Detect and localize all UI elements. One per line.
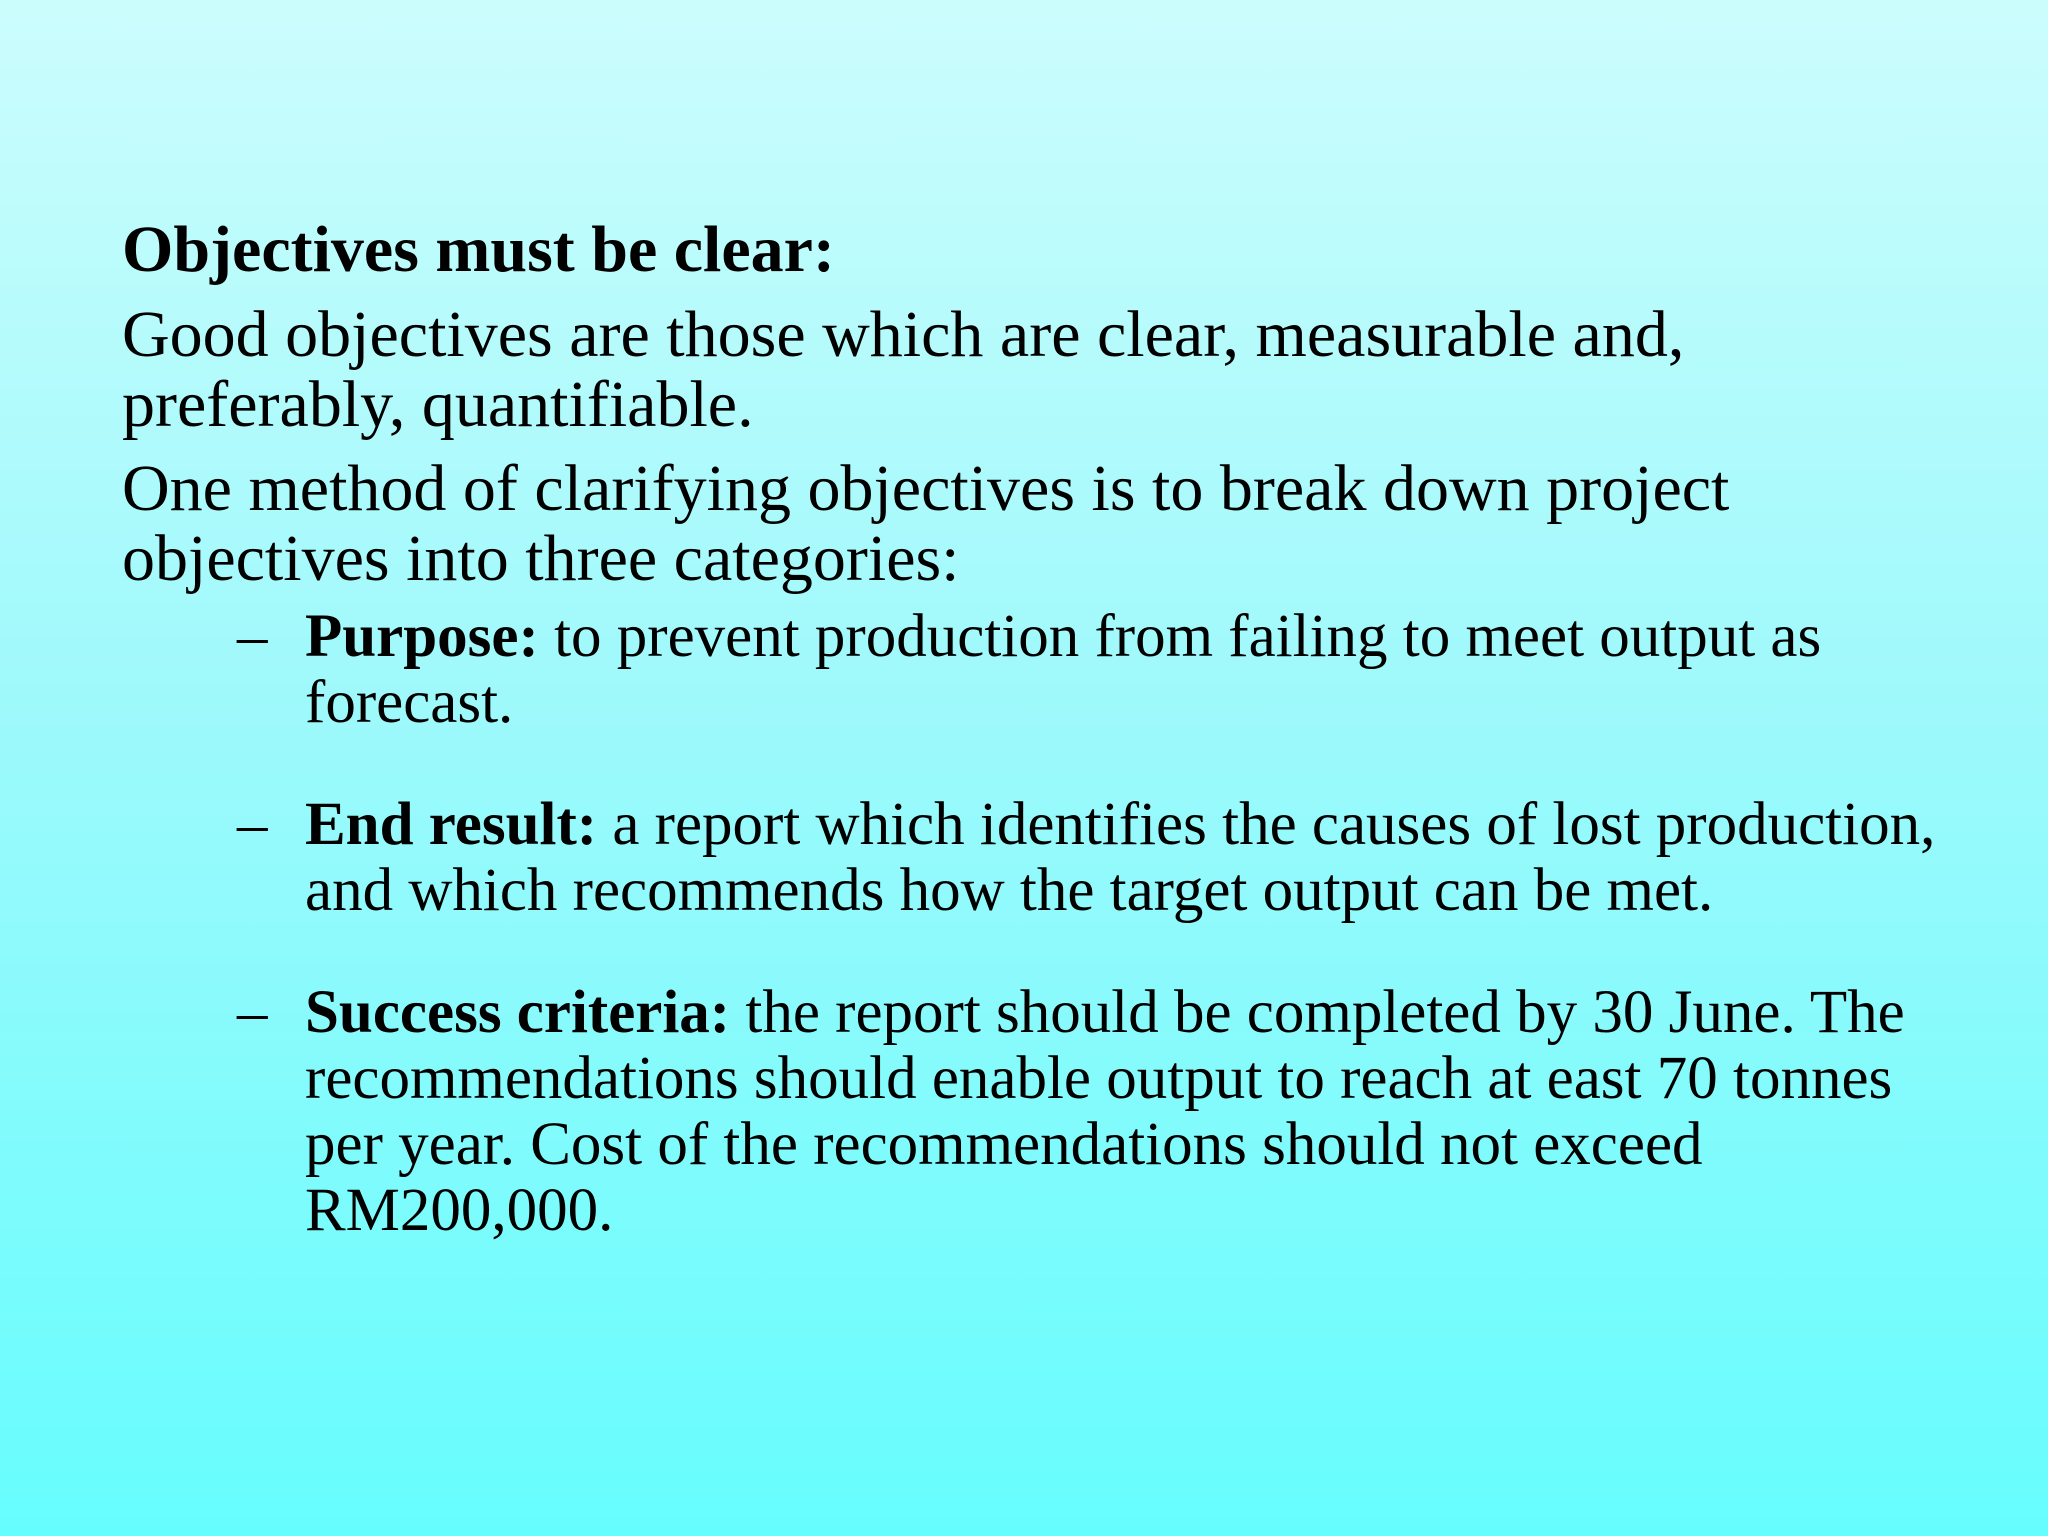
dash-bullet-icon: – bbox=[237, 791, 268, 858]
text-end-result: a report which identifies the causes of lost production, and which recommends how the target output can be met. bbox=[305, 791, 1936, 924]
text-purpose: to prevent production from failing to meet output as forecast. bbox=[305, 603, 1822, 736]
objective-categories-list bbox=[122, 604, 1982, 1244]
text-success-criteria: the report should be completed by 30 June. The recommendations should enable output to reach at east 70 tonnes per year. Cost of the recommendations should not exceed RM200,000. bbox=[305, 979, 1905, 1244]
list-item-purpose bbox=[237, 603, 1982, 736]
slide-heading: Objectives must be clear: bbox=[122, 213, 835, 286]
term-success-criteria: Success criteria: bbox=[305, 979, 746, 1046]
list-item-end-result bbox=[237, 791, 1982, 924]
term-purpose: Purpose: bbox=[305, 603, 555, 670]
paragraph-clarifying-method: One method of clarifying objectives is to break down project objectives into three categories: bbox=[122, 452, 1730, 595]
list-item-success-criteria bbox=[237, 979, 1982, 1244]
term-end-result: End result: bbox=[305, 791, 613, 858]
slide-content bbox=[122, 208, 1982, 1244]
paragraph-good-objectives: Good objectives are those which are clear, measurable and, preferably, quantifiable. bbox=[122, 298, 1685, 441]
dash-bullet-icon: – bbox=[237, 603, 268, 670]
dash-bullet-icon: – bbox=[237, 979, 268, 1046]
